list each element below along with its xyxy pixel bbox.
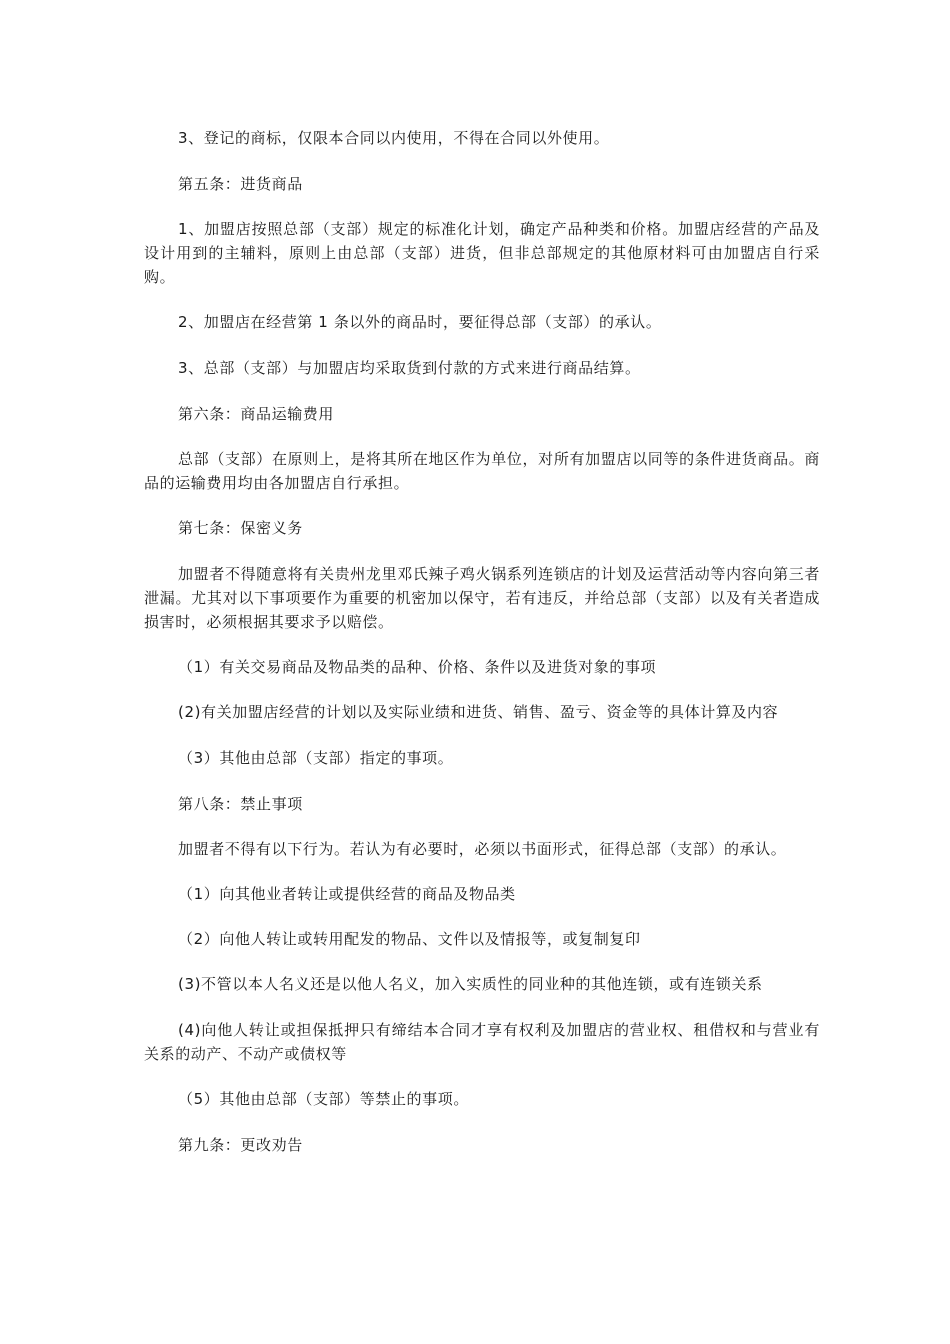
paragraph-article-8-item-4: (4)向他人转让或担保抵押只有缔结本合同才享有权利及加盟店的营业权、租借权和与营业有关系的动产、不动产或债权等: [144, 1021, 820, 1063]
paragraph-article-7-item-2: (2)有关加盟店经营的计划以及实际业绩和进货、销售、盈亏、资金等的具体计算及内容: [178, 703, 779, 721]
paragraph-article-7-item-1: （1）有关交易商品及物品类的品种、价格、条件以及进货对象的事项: [178, 658, 657, 676]
paragraph-article-8-item-1: （1）向其他业者转让或提供经营的商品及物品类: [178, 885, 516, 903]
heading-article-5: 第五条：进货商品: [178, 175, 303, 193]
paragraph-article-7-body: 加盟者不得随意将有关贵州龙里邓氏辣子鸡火锅系列连锁店的计划及运营活动等内容向第三者泄漏。尤其对以下事项要作为重要的机密加以保守，若有违反，并给总部（支部）以及有关者造成损害时，必须根据其要求予以赔偿。: [144, 565, 820, 631]
heading-article-7: 第七条：保密义务: [178, 519, 303, 537]
paragraph-article-8-item-5: （5）其他由总部（支部）等禁止的事项。: [178, 1090, 469, 1108]
paragraph-article-5-item-3: 3、总部（支部）与加盟店均采取货到付款的方式来进行商品结算。: [178, 359, 641, 377]
paragraph-article-7-item-3: （3）其他由总部（支部）指定的事项。: [178, 749, 454, 767]
heading-article-6: 第六条：商品运输费用: [178, 405, 335, 423]
heading-article-9: 第九条：更改劝告: [178, 1136, 303, 1154]
paragraph-article-5-item-2: 2、加盟店在经营第 1 条以外的商品时，要征得总部（支部）的承认。: [178, 313, 662, 331]
paragraph-article-5-item-1: 1、加盟店按照总部（支部）规定的标准化计划，确定产品种类和价格。加盟店经营的产品及设计用到的主辅料，原则上由总部（支部）进货，但非总部规定的其他原材料可由加盟店自行采购。: [144, 220, 820, 286]
paragraph-article-8-item-2: （2）向他人转让或转用配发的物品、文件以及情报等，或复制复印: [178, 930, 641, 948]
paragraph-article-6-body: 总部（支部）在原则上，是将其所在地区作为单位，对所有加盟店以同等的条件进货商品。商品的运输费用均由各加盟店自行承担。: [144, 450, 820, 492]
heading-article-8: 第八条：禁止事项: [178, 795, 303, 813]
paragraph-article-8-body: 加盟者不得有以下行为。若认为有必要时，必须以书面形式，征得总部（支部）的承认。: [178, 840, 787, 858]
paragraph-trademark-usage: 3、登记的商标，仅限本合同以内使用，不得在合同以外使用。: [178, 129, 610, 147]
paragraph-article-8-item-3: (3)不管以本人名义还是以他人名义，加入实质性的同业种的其他连锁，或有连锁关系: [178, 975, 763, 993]
